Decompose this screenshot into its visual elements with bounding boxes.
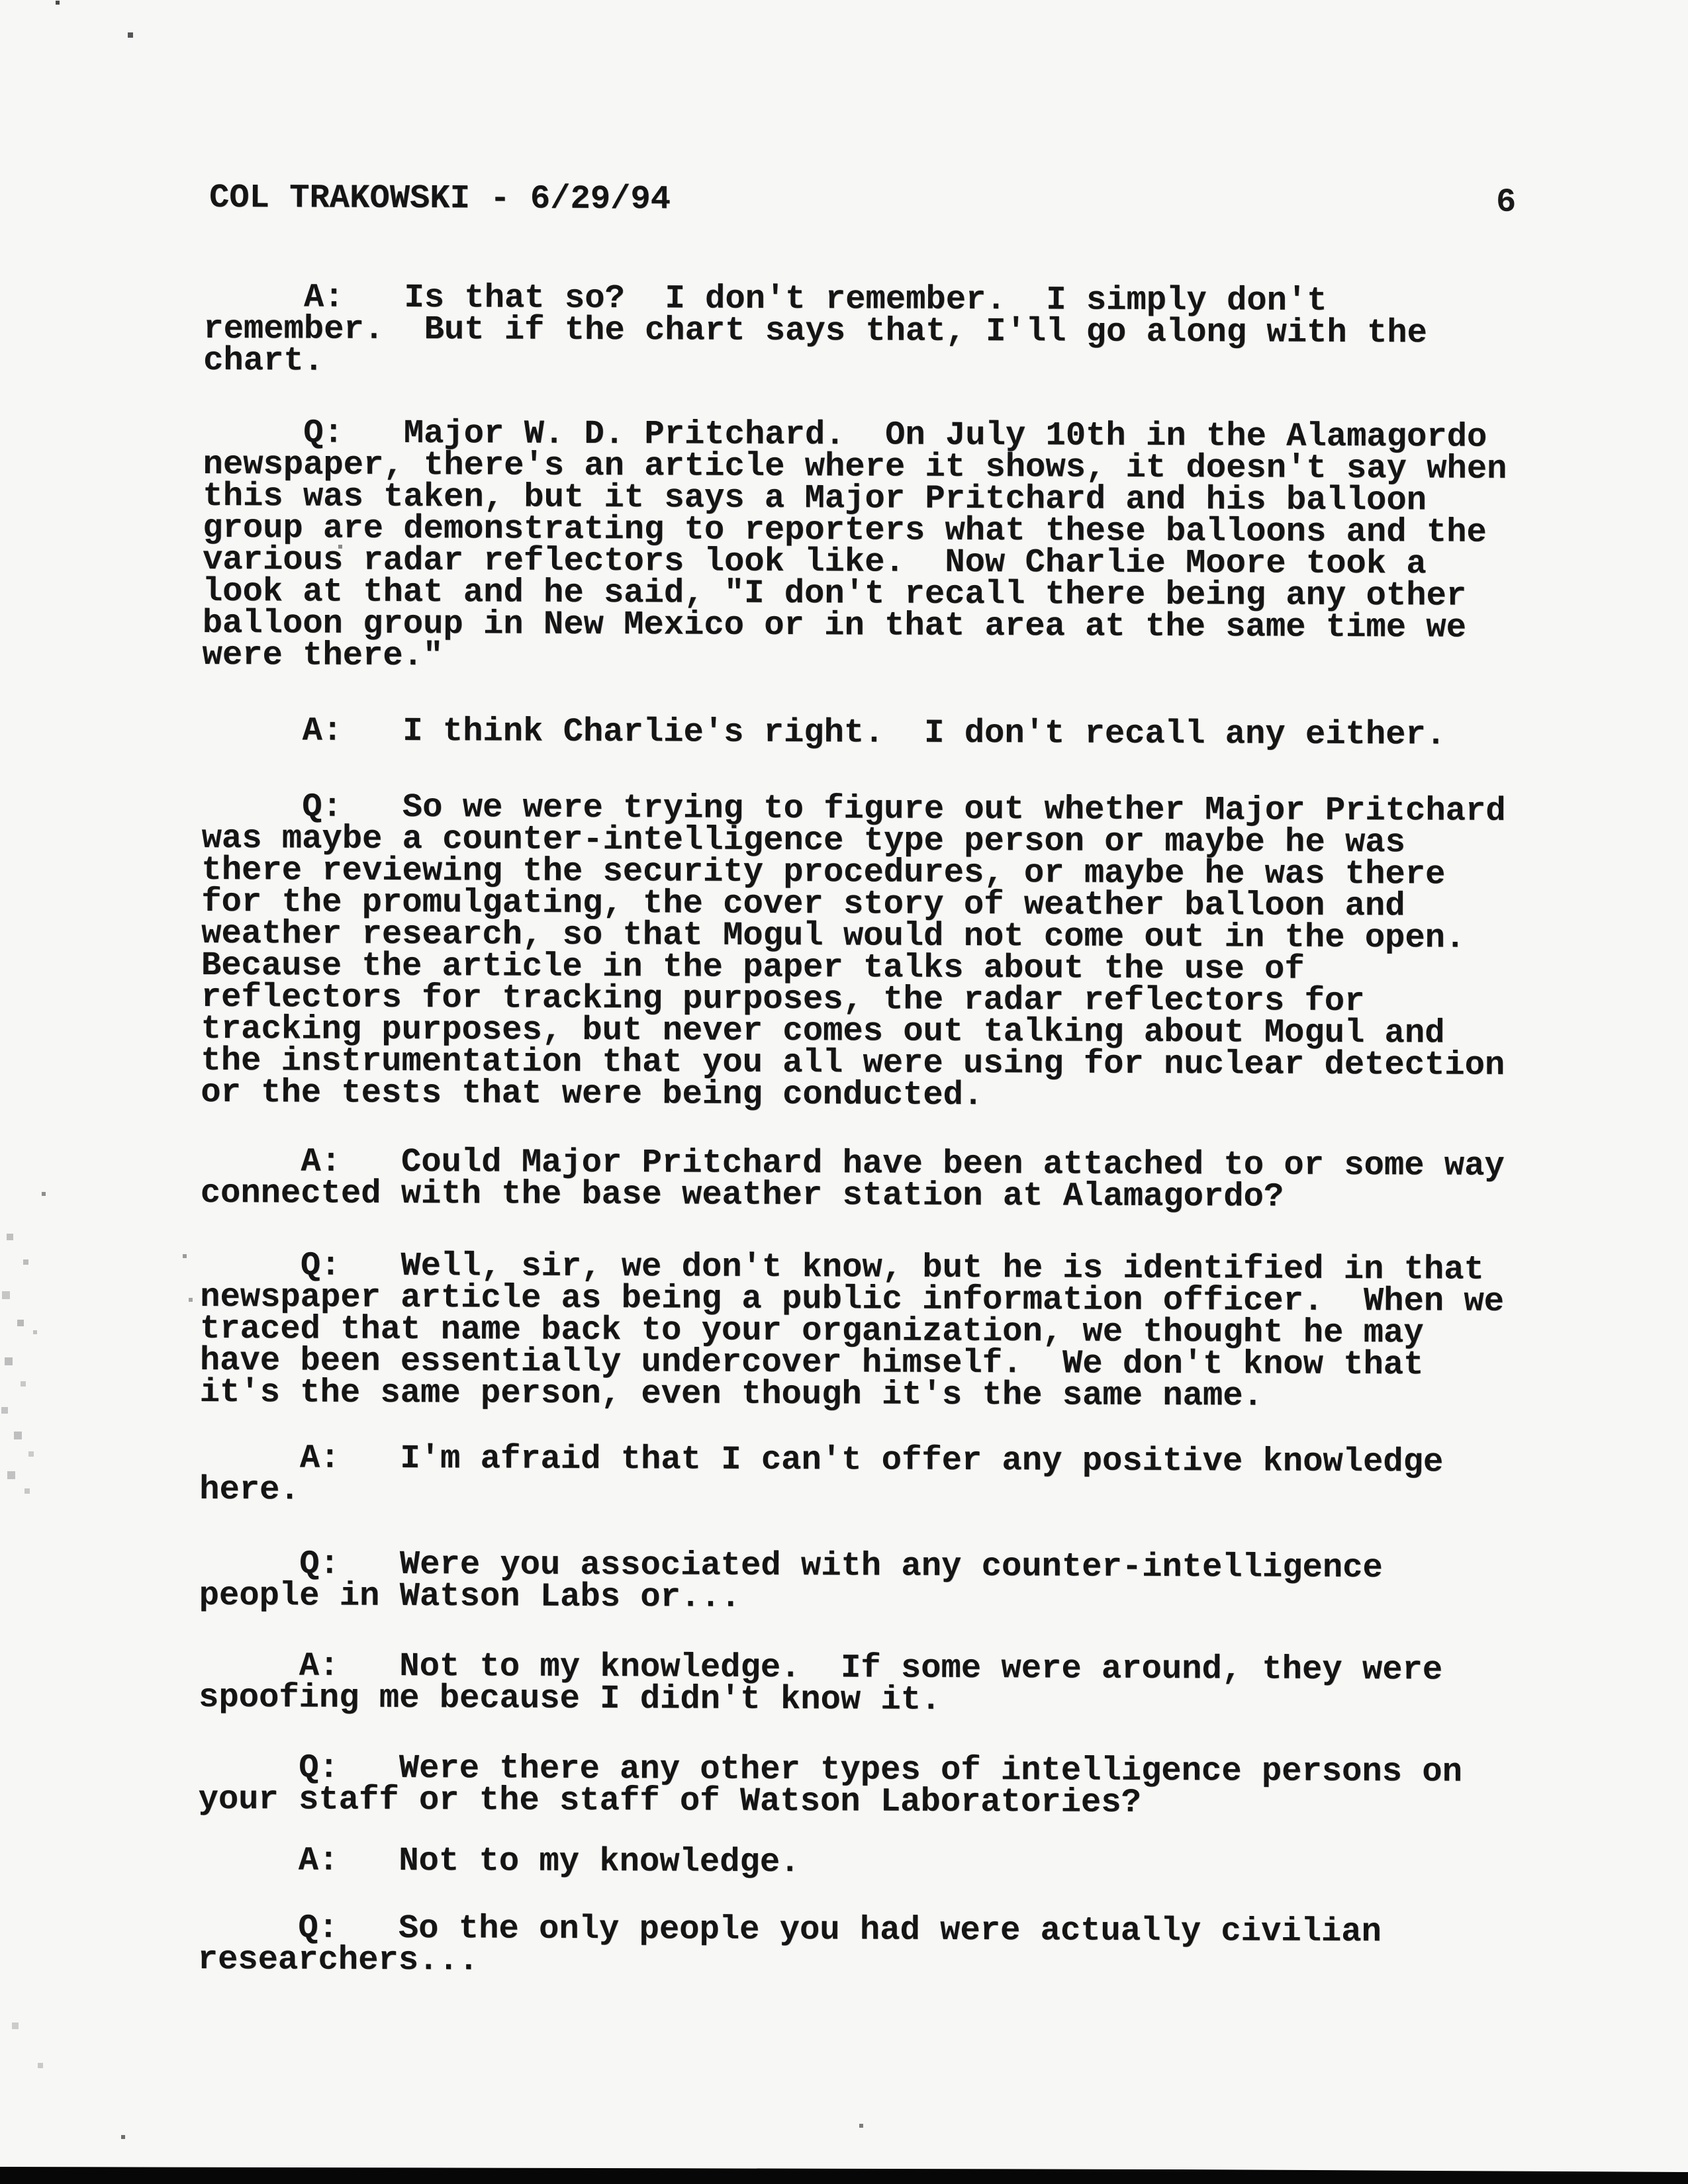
transcript-paragraph: A: Could Major Pritchard have been attached to or some way connected with the base weather station at Alamagordo? bbox=[200, 1142, 1505, 1216]
transcript-paragraph: Q: Were there any other types of intelligence persons on your staff or the staff of Watson Laboratories? bbox=[198, 1749, 1463, 1822]
transcript-paragraph: Q: Major W. D. Pritchard. On July 10th in the Alamagordo newspaper, there's an article where it shows, it doesn't say when this was taken, but it says a Major Pritchard and his balloon group are demonstrating to reporters what these balloons and the various radar reflectors look like. Now Charlie Moore took a look at that and he said, "I don't recall there being any other balloon group in New Mexico or in that area at the same time we were there." bbox=[202, 414, 1507, 676]
transcript-paragraph: Q: So the only people you had were actually civilian researchers... bbox=[197, 1909, 1382, 1980]
page-number: 6 bbox=[1495, 183, 1517, 222]
transcript-paragraph: Q: So we were trying to figure out whether Major Pritchard was maybe a counter-intelligence type person or maybe he was there reviewing the security procedures, or maybe he was there for the promulgating, the cover story of weather balloon and weather research, so that Mogul would not come out in the open. Because the article in the paper talks about the use of reflectors for tracking purposes, the radar reflectors for tracking purposes, but never comes out talking about Mogul and the instrumentation that you all were using for nuclear detection or the tests that were being conducted. bbox=[201, 788, 1506, 1115]
transcript-paragraph: A: Not to my knowledge. If some were around, they were spoofing me because I didn't know it. bbox=[198, 1647, 1443, 1719]
transcript-paragraph: A: I think Charlie's right. I don't recall any either. bbox=[202, 711, 1446, 754]
transcript-paragraph: Q: Well, sir, we don't know, but he is identified in that newspaper article as being a public information officer. When we traced that name back to your organization, we thought he may have been essentially undercover himself. We don't know that it's the same person, even though it's the same name. bbox=[199, 1246, 1505, 1416]
transcript-paragraph: A: Is that so? I don't remember. I simply don't remember. But if the chart says that, I'll go along with the chart. bbox=[203, 278, 1428, 381]
transcript-paragraph: A: Not to my knowledge. bbox=[198, 1841, 800, 1882]
document-header: COL TRAKOWSKI - 6/29/94 bbox=[209, 179, 671, 219]
transcript-paragraph: A: I'm afraid that I can't offer any positive knowledge here. bbox=[199, 1439, 1444, 1510]
scan-noise-artifacts bbox=[0, 0, 1, 1]
transcript-paragraph: Q: Were you associated with any counter-intelligence people in Watson Labs or... bbox=[199, 1545, 1383, 1617]
